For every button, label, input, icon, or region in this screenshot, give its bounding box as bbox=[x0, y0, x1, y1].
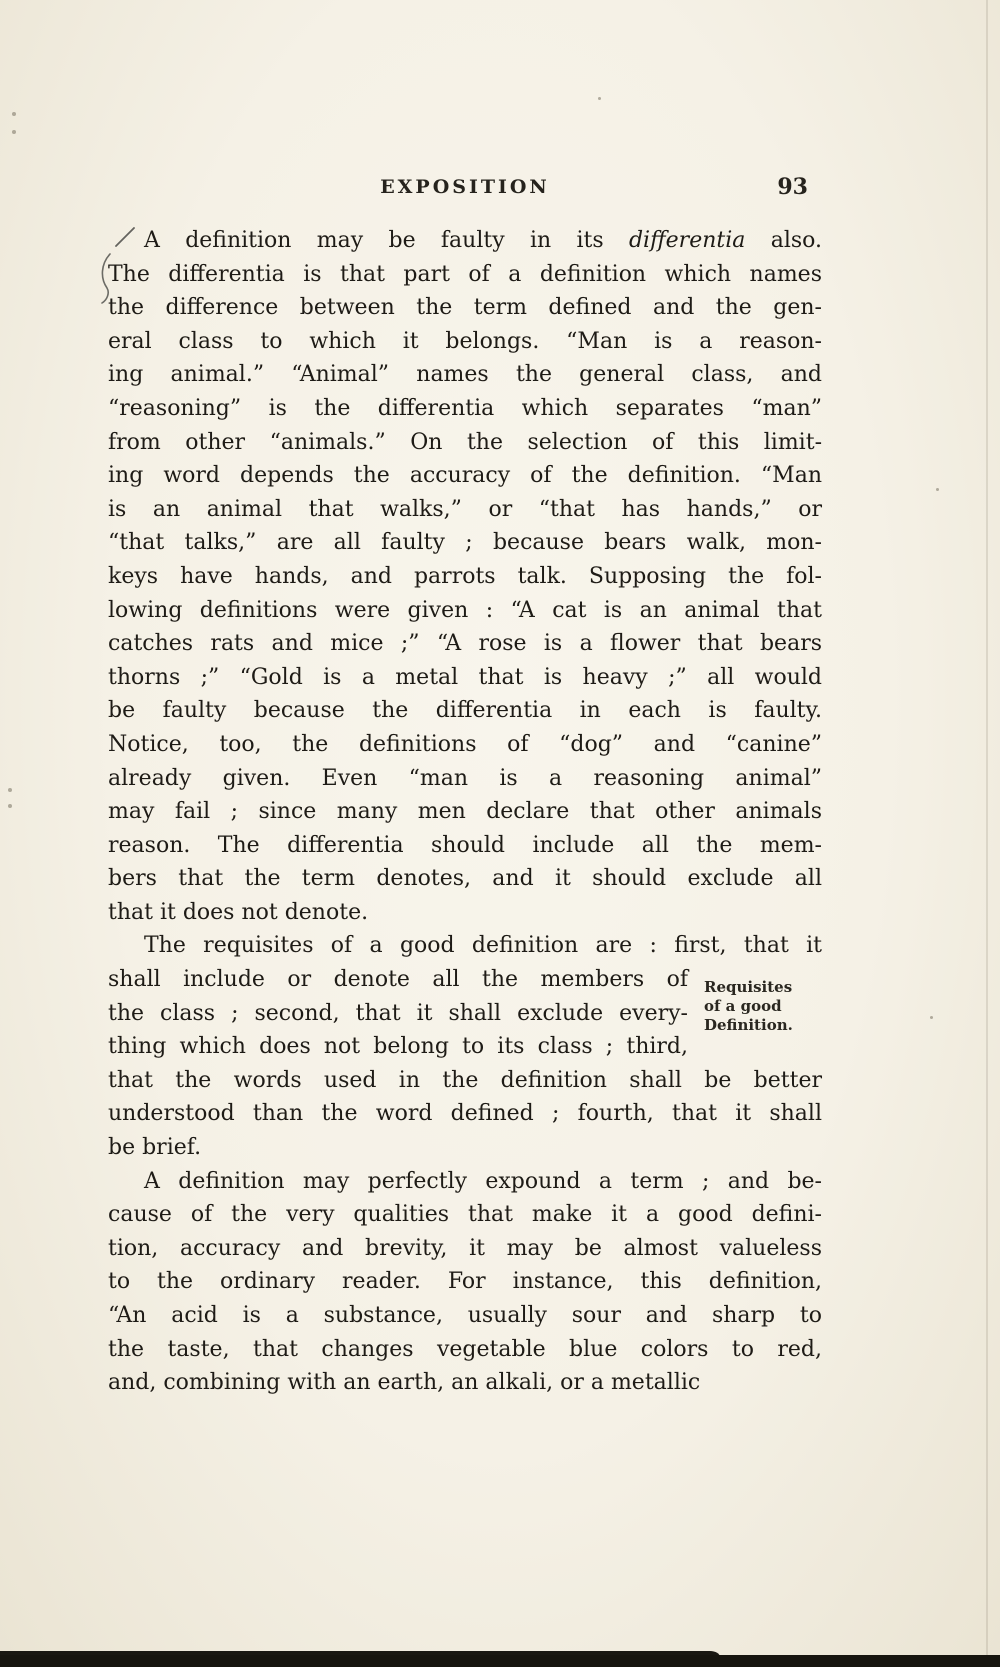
text-line: “An acid is a substance, usually sour and sharp to bbox=[108, 1303, 822, 1328]
text-line: lowing definitions were given : “A cat is an animal that bbox=[108, 597, 822, 623]
scan-crease bbox=[986, 0, 988, 1667]
text-line: the difference between the term defined and the gen- bbox=[108, 295, 822, 321]
text-line: from other “animals.” On the selection of this limit- bbox=[108, 429, 822, 455]
text-line: to the ordinary reader. For instance, this definition, bbox=[108, 1269, 822, 1295]
paragraph bbox=[108, 929, 822, 1164]
text-line: thorns ;” “Gold is a metal that is heavy ;” all would bbox=[108, 664, 822, 690]
text-line: may fail ; since many men declare that other animals bbox=[108, 799, 822, 825]
text-line: the class ; second, that it shall exclude every- bbox=[108, 1000, 688, 1026]
sidenote-line: of a good bbox=[704, 997, 782, 1015]
paragraph bbox=[108, 224, 822, 929]
text-line: shall include or denote all the members of bbox=[108, 967, 688, 993]
scan-speck bbox=[936, 488, 939, 491]
text-line: and, combining with an earth, an alkali, or a metallic bbox=[108, 1370, 701, 1396]
text-line: eral class to which it belongs. “Man is a reason- bbox=[108, 328, 822, 354]
sidenote-line: Definition. bbox=[704, 1016, 793, 1034]
sidenote-line: Requisites bbox=[704, 978, 793, 996]
sidenote bbox=[704, 978, 836, 1035]
text-line: bers that the term denotes, and it should exclude all bbox=[108, 866, 822, 892]
text-line: ing word depends the accuracy of the definition. “Man bbox=[108, 463, 822, 489]
text-line: catches rats and mice ;” “A rose is a flower that bears bbox=[108, 631, 822, 657]
text-line: that it does not denote. bbox=[108, 899, 369, 925]
scan-speck bbox=[8, 804, 12, 808]
page-title: EXPOSITION bbox=[380, 176, 550, 198]
text-line: The differentia is that part of a definition which names bbox=[108, 261, 822, 287]
text-line: A definition may be faulty in its differentia also. bbox=[144, 228, 822, 253]
text-line: tion, accuracy and brevity, it may be almost valueless bbox=[108, 1235, 822, 1261]
running-header bbox=[108, 176, 822, 202]
text-line: be brief. bbox=[108, 1135, 202, 1161]
text-line: cause of the very qualities that make it a good defini- bbox=[108, 1202, 822, 1228]
text-line: that the words used in the definition shall be better bbox=[108, 1067, 822, 1093]
text-line: thing which does not belong to its class ; third, bbox=[108, 1034, 688, 1060]
scan-speck bbox=[12, 112, 16, 116]
text-line: “that talks,” are all faulty ; because bears walk, mon- bbox=[108, 530, 822, 556]
scan-speck bbox=[598, 97, 601, 100]
text-line: is an animal that walks,” or “that has hands,” or bbox=[108, 496, 822, 522]
scan-speck bbox=[12, 130, 16, 134]
page-number: 93 bbox=[777, 174, 808, 200]
text-block bbox=[108, 224, 822, 1400]
text-line: already given. Even “man is a reasoning animal” bbox=[108, 765, 822, 791]
text-line: ing animal.” “Animal” names the general class, and bbox=[108, 362, 822, 388]
text-line: reason. The differentia should include all the mem- bbox=[108, 832, 822, 858]
text-line: Notice, too, the definitions of “dog” and “canine” bbox=[108, 731, 822, 757]
text-line: the taste, that changes vegetable blue colors to red, bbox=[108, 1336, 822, 1362]
scan-edge bbox=[0, 1655, 1000, 1667]
text-line: understood than the word defined ; fourth, that it shall bbox=[108, 1101, 822, 1127]
text-line: be faulty because the differentia in each is faulty. bbox=[108, 698, 822, 724]
text-line: keys have hands, and parrots talk. Supposing the fol- bbox=[108, 563, 822, 589]
scan-speck bbox=[930, 1016, 933, 1019]
paragraph bbox=[108, 1165, 822, 1400]
text-line: A definition may perfectly expound a term ; and be- bbox=[144, 1168, 822, 1194]
text-line: The requisites of a good definition are : first, that it bbox=[144, 933, 822, 959]
text-line: “reasoning” is the differentia which separates “man” bbox=[108, 395, 822, 421]
scan-speck bbox=[8, 788, 12, 792]
